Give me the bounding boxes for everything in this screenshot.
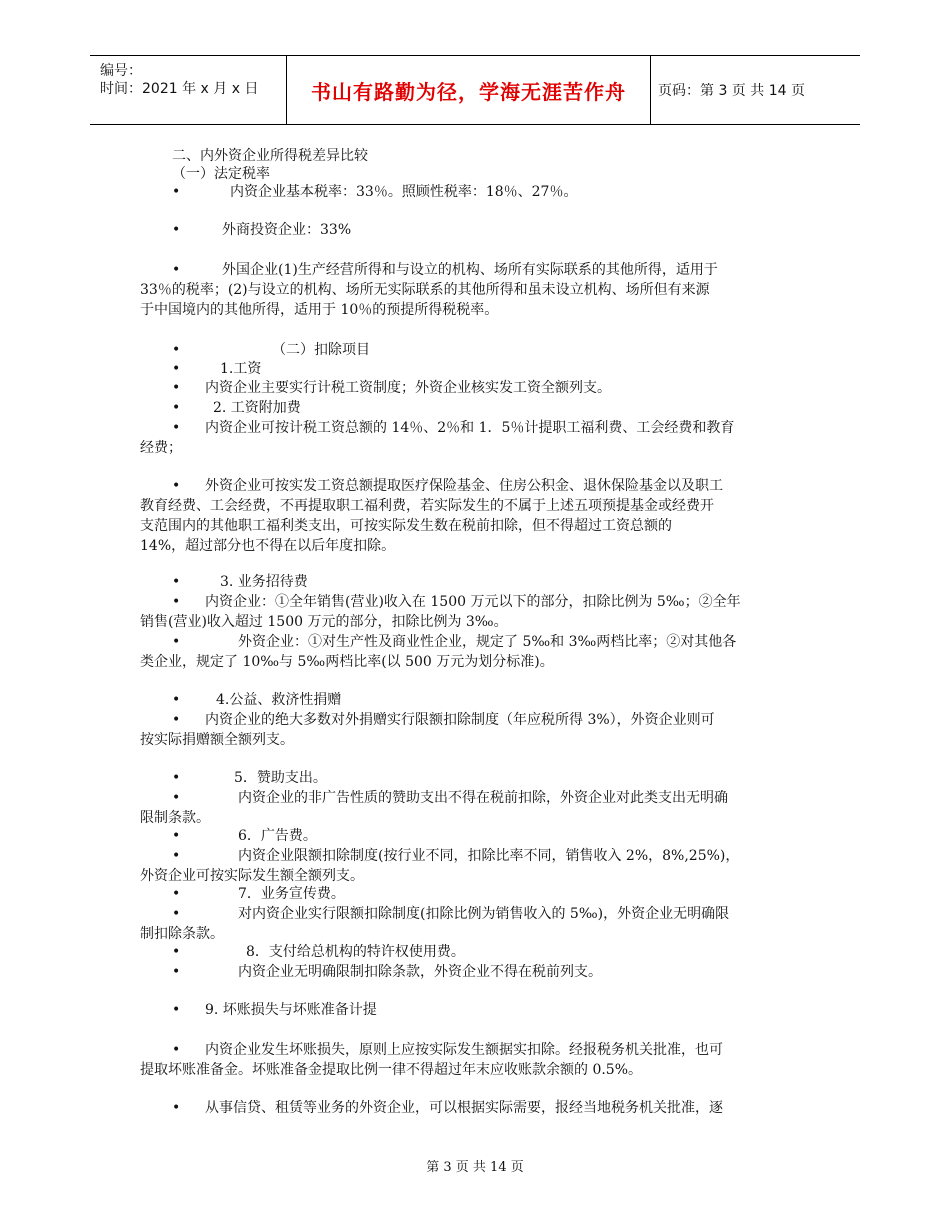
item-heading: 2. 工资附加费	[213, 400, 301, 416]
item-heading: 8．支付给总机构的特许权使用费。	[246, 944, 465, 960]
bullet: •	[172, 848, 181, 864]
subsection-heading: （二）扣除项目	[272, 342, 370, 358]
motto: 书山有路勤为径，学海无涯苦作舟	[311, 79, 626, 104]
paragraph-line: 类企业，规定了 10‰与 5‰两档比率(以 500 万元为划分标准)。	[140, 654, 554, 670]
bullet: •	[172, 400, 181, 416]
bullet: •	[172, 420, 181, 436]
bullet: •	[172, 692, 181, 708]
paragraph-line: 33％的税率；(2)与设立的机构、场所无实际联系的其他所得和虽未设立机构、场所但有来源	[140, 282, 710, 298]
page-info: 页码：第 3 页 共 14 页	[658, 83, 805, 99]
paragraph-line: 外资企业：①对生产性及商业性企业，规定了 5‰和 3‰两档比率；②对其他各	[238, 634, 737, 650]
bullet: •	[172, 478, 181, 494]
paragraph-line: 外资企业可按实际发生额全额列支。	[140, 868, 364, 884]
section-heading: 二、内外资企业所得税差异比较	[172, 148, 368, 164]
bullet: •	[172, 712, 181, 728]
bullet: •	[172, 906, 181, 922]
paragraph-line: 14%，超过部分也不得在以后年度扣除。	[140, 538, 396, 554]
paragraph: 内资企业无明确限制扣除条款，外资企业不得在税前列支。	[238, 964, 602, 980]
bullet: •	[172, 262, 181, 278]
paragraph-line: 内资企业限额扣除制度(按行业不同，扣除比率不同，销售收入 2%，8%,25%)，	[238, 848, 740, 864]
paragraph-line: 经费；	[140, 440, 182, 456]
header-motto-cell	[286, 56, 651, 124]
paragraph: 内资企业基本税率：33％。照顾性税率：18％、27％。	[230, 184, 578, 200]
item-heading: 5．赞助支出。	[234, 770, 327, 786]
item-heading: 1.工资	[220, 361, 262, 377]
paragraph-line: 销售(营业)收入超过 1500 万元的部分，扣除比例为 3‰。	[140, 614, 508, 630]
bullet: •	[172, 342, 181, 358]
paragraph-line: 外资企业可按实发工资总额提取医疗保险基金、住房公积金、退休保险基金以及职工	[205, 478, 723, 494]
paragraph-line: 内资企业：①全年销售(营业)收入在 1500 万元以下的部分，扣除比例为 5‰；②全年	[205, 594, 741, 610]
paragraph-line: 制扣除条款。	[140, 926, 224, 942]
paragraph-line: 对内资企业实行限额扣除制度(扣除比例为销售收入的 5‰)，外资企业无明确限	[238, 906, 730, 922]
paragraph-line: 按实际捐赠额全额列支。	[140, 732, 294, 748]
bullet: •	[172, 1042, 181, 1058]
item-heading: 6．广告费。	[238, 828, 317, 844]
item-heading: 7．业务宣传费。	[238, 886, 345, 902]
paragraph: 外商投资企业：33%	[222, 222, 352, 238]
page-footer: 第 3 页 共 14 页	[426, 1160, 524, 1175]
bullet: •	[172, 361, 181, 377]
paragraph-line: 外国企业(1)生产经营所得和与设立的机构、场所有实际联系的其他所得，适用于	[222, 262, 718, 278]
bullet: •	[172, 594, 181, 610]
bullet: •	[172, 1002, 181, 1018]
paragraph-line: 教育经费、工会经费，不再提取职工福利费，若实际发生的不属于上述五项预提基金或经费开	[140, 498, 714, 514]
bullet: •	[172, 770, 181, 786]
document-number-label: 编号：	[100, 63, 142, 79]
bullet: •	[172, 184, 181, 200]
header-meta	[90, 56, 286, 124]
paragraph-line: 内资企业可按计税工资总额的 14％、2％和 1．5％计提职工福利费、工会经费和教育	[205, 420, 735, 436]
subsection-heading: （一）法定税率	[172, 166, 270, 182]
item-heading: 9. 坏账损失与坏账准备计提	[205, 1002, 377, 1018]
bullet: •	[172, 828, 181, 844]
paragraph-line: 从事信贷、租赁等业务的外资企业，可以根据实际需要，报经当地税务机关批准，逐	[205, 1100, 723, 1116]
bullet: •	[172, 380, 181, 396]
page-header	[90, 55, 860, 125]
bullet: •	[172, 886, 181, 902]
bullet: •	[172, 634, 181, 650]
bullet: •	[172, 964, 181, 980]
paragraph-line: 支范围内的其他职工福利类支出，可按实际发生数在税前扣除，但不得超过工资总额的	[140, 518, 672, 534]
bullet: •	[172, 790, 181, 806]
header-page-cell	[650, 56, 860, 124]
paragraph-line: 内资企业发生坏账损失，原则上应按实际发生额据实扣除。经报税务机关批准，也可	[205, 1042, 723, 1058]
bullet: •	[172, 574, 181, 590]
paragraph-line: 于中国境内的其他所得，适用于 10％的预提所得税税率。	[140, 302, 499, 318]
document-date: 时间：2021 年 x 月 x 日	[100, 81, 259, 97]
paragraph-line: 内资企业的绝大多数对外捐赠实行限额扣除制度（年应税所得 3%），外资企业则可	[205, 712, 715, 728]
item-heading: 4.公益、救济性捐赠	[216, 692, 342, 708]
paragraph-line: 内资企业的非广告性质的赞助支出不得在税前扣除，外资企业对此类支出无明确	[238, 790, 728, 806]
paragraph-line: 限制条款。	[140, 810, 210, 826]
bullet: •	[172, 222, 181, 238]
paragraph: 内资企业主要实行计税工资制度；外资企业核实发工资全额列支。	[205, 380, 611, 396]
item-heading: 3. 业务招待费	[220, 574, 308, 590]
paragraph-line: 提取坏账准备金。坏账准备金提取比例一律不得超过年末应收账款余额的 0.5%。	[140, 1062, 643, 1078]
bullet: •	[172, 1100, 181, 1116]
bullet: •	[172, 944, 181, 960]
